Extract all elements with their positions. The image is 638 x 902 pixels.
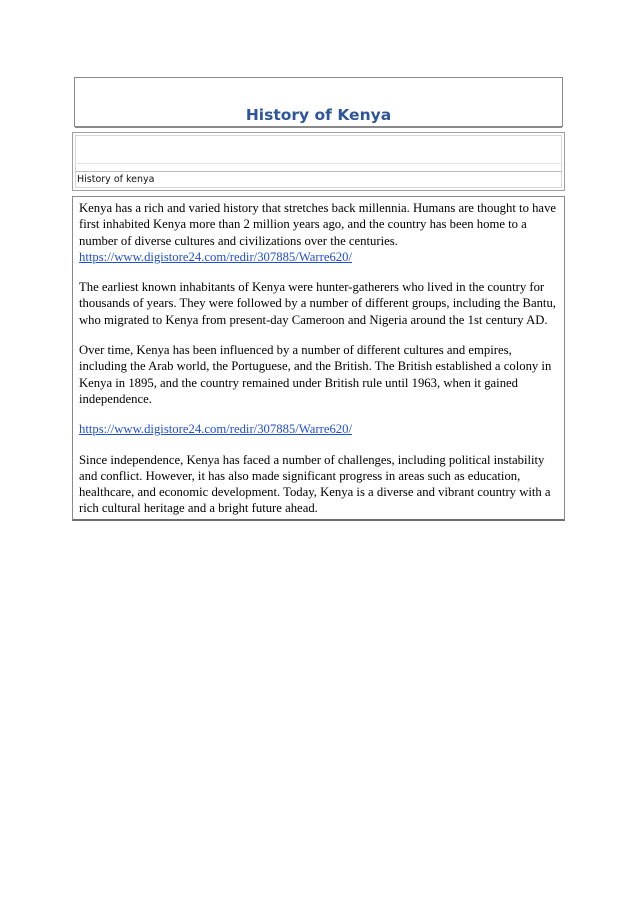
- article-body: [72, 196, 565, 521]
- paragraph-independence: Since independence, Kenya has faced a number of challenges, including political instability and conflict. However, it has also made significant progress in areas such as education, healthcare, and economic development. Today, Kenya is a diverse and vibrant country with a rich cultural heritage and a bright future ahead.: [79, 452, 551, 516]
- paragraph-influences: Over time, Kenya has been influenced by a number of different cultures and empires, including the Arab world, the Portuguese, and the British. The British established a colony in Kenya in 1895, and the country remained under British rule until 1963, when it gained independence.: [79, 343, 552, 406]
- section-label: History of kenya: [77, 174, 155, 185]
- title-divider: [75, 127, 562, 128]
- paragraph-early-inhabitants: The earliest known inhabitants of Kenya were hunter-gatherers who lived in the country for thousands of years. They were followed by a number of different groups, including the Bantu, who migrated to Kenya from present-day Cameroon and Nigeria around the 1st century AD.: [79, 280, 556, 327]
- section-header-divider: [75, 171, 562, 172]
- section-header-box: [72, 132, 565, 191]
- affiliate-link[interactable]: https://www.digistore24.com/redir/307885/Warre620/: [79, 249, 353, 264]
- paragraph-intro: [79, 200, 560, 265]
- affiliate-link[interactable]: https://www.digistore24.com/redir/307885/Warre620/: [79, 422, 353, 437]
- page-title: History of Kenya: [245, 106, 392, 124]
- link-paragraph: [79, 421, 560, 437]
- section-header-divider: [75, 163, 562, 164]
- paragraph-intro-text: Kenya has a rich and varied history that stretches back millennia. Humans are thought to have first inhabited Kenya more than 2 million years ago, and the country has been home to a number of diverse cultures and civilizations over the centuries.: [79, 201, 557, 248]
- title-box: [74, 77, 563, 127]
